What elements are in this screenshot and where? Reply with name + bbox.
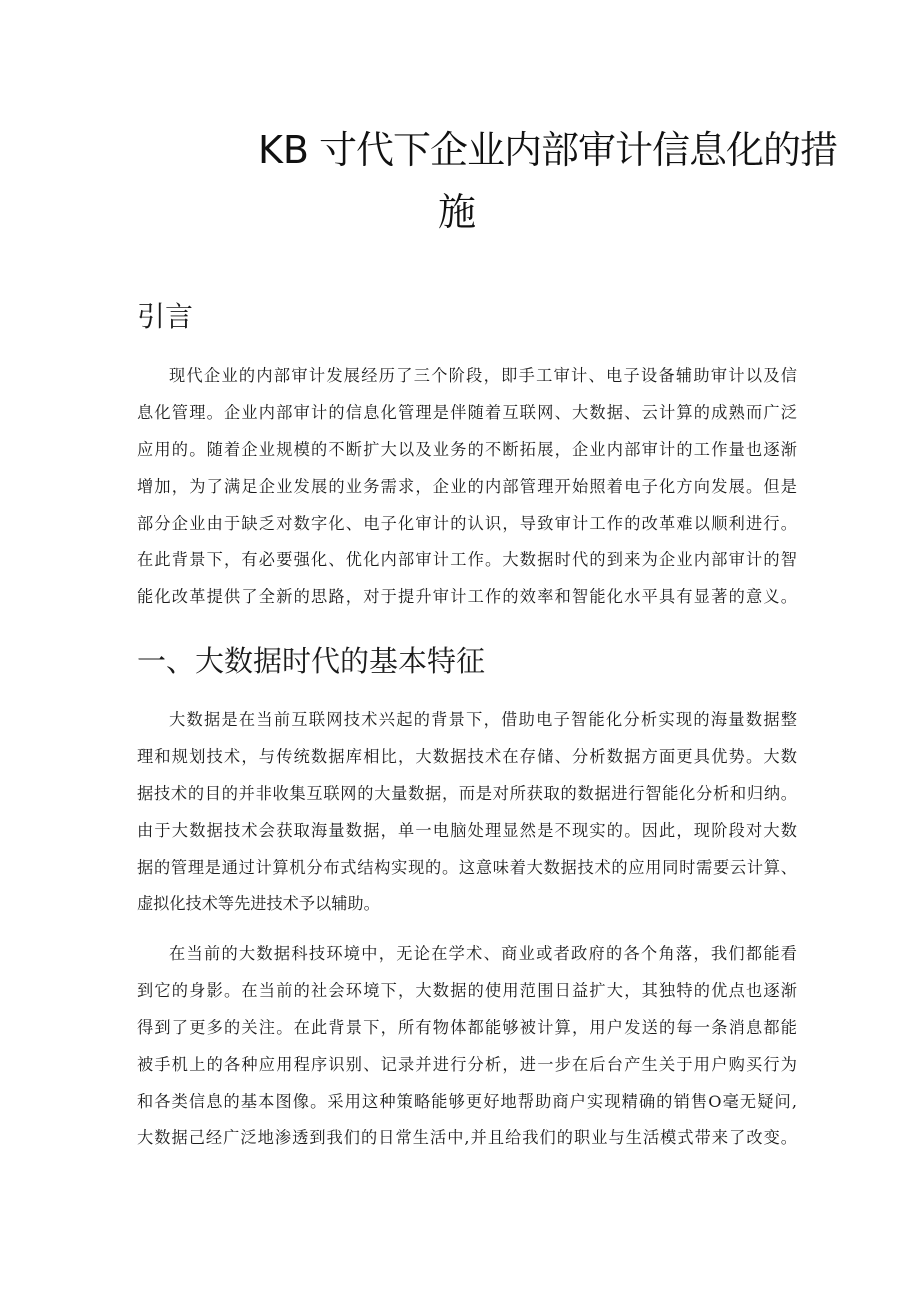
paragraph-line: 和各类信息的基本图像。采用这种策略能够更好地帮助商户实现精确的销售O毫无疑问, xyxy=(137,1091,797,1111)
paragraph-line: 被手机上的各种应用程序识别、记录并进行分析，进一步在后台产生关于用户购买行为 xyxy=(137,1054,797,1074)
paragraph-line: 增加，为了满足企业发展的业务需求，企业的内部管理开始照着电子化方向发展。但是 xyxy=(137,476,797,496)
document-title-line2: 施 xyxy=(438,190,476,234)
section1-heading: 一、大数据时代的基本特征 xyxy=(137,644,486,678)
paragraph-line: 息化管理。企业内部审计的信息化管理是伴随着互联网、大数据、云计算的成熟而广泛 xyxy=(137,402,797,422)
section1-paragraph-1 xyxy=(137,702,797,923)
paragraph-line: 现代企业的内部审计发展经历了三个阶段，即手工审计、电子设备辅助审计以及信 xyxy=(169,366,797,385)
document-title-line1 xyxy=(0,128,920,172)
paragraph-line: 部分企业由于缺乏对数字化、电子化审计的认识，导致审计工作的改革难以顺利进行。 xyxy=(137,513,797,533)
paragraph-line: 据技术的目的并非收集互联网的大量数据，而是对所获取的数据进行智能化分析和归纳。 xyxy=(137,783,797,803)
paragraph-line: 能化改革提供了全新的思路，对于提升审计工作的效率和智能化水平具有显著的意义。 xyxy=(137,587,797,607)
paragraph-line: 在此背景下，有必要强化、优化内部审计工作。大数据时代的到来为企业内部审计的智 xyxy=(137,550,797,570)
paragraph-line: 应用的。随着企业规模的不断扩大以及业务的不断拓展，企业内部审计的工作量也逐渐 xyxy=(137,439,797,459)
paragraph-line: 到它的身影。在当前的社会环境下，大数据的使用范围日益扩大，其独特的优点也逐渐 xyxy=(137,980,797,1000)
paragraph-line: 在当前的大数据科技环境中，无论在学术、商业或者政府的各个角落，我们都能看 xyxy=(169,944,797,963)
intro-heading: 引言 xyxy=(137,300,194,333)
paragraph-line: 得到了更多的关注。在此背景下，所有物体都能够被计算，用户发送的每一条消息都能 xyxy=(137,1017,797,1037)
paragraph-line: 据的管理是通过计算机分布式结构实现的。这意味着大数据技术的应用同时需要云计算、 xyxy=(137,857,797,877)
paragraph-line: 大数据己经广泛地渗透到我们的日常生活中,并且给我们的职业与生活模式带来了改变。 xyxy=(137,1128,797,1148)
paragraph-line: 大数据是在当前互联网技术兴起的背景下，借助电子智能化分析实现的海量数据整 xyxy=(169,710,797,729)
paragraph-line: 由于大数据技术会获取海量数据，单一电脑处理显然是不现实的。因此，现阶段对大数 xyxy=(137,820,797,840)
paragraph-line: 理和规划技术，与传统数据库相比，大数据技术在存储、分析数据方面更具优势。大数 xyxy=(137,746,797,766)
document-title-text: 寸代下企业内部审计信息化的措 xyxy=(319,128,838,172)
paragraph-line: 虚拟化技术等先进技术予以辅助。 xyxy=(137,894,380,914)
document-title-prefix: KB xyxy=(258,128,309,172)
intro-paragraph xyxy=(137,358,797,616)
section1-paragraph-2 xyxy=(137,936,797,1157)
